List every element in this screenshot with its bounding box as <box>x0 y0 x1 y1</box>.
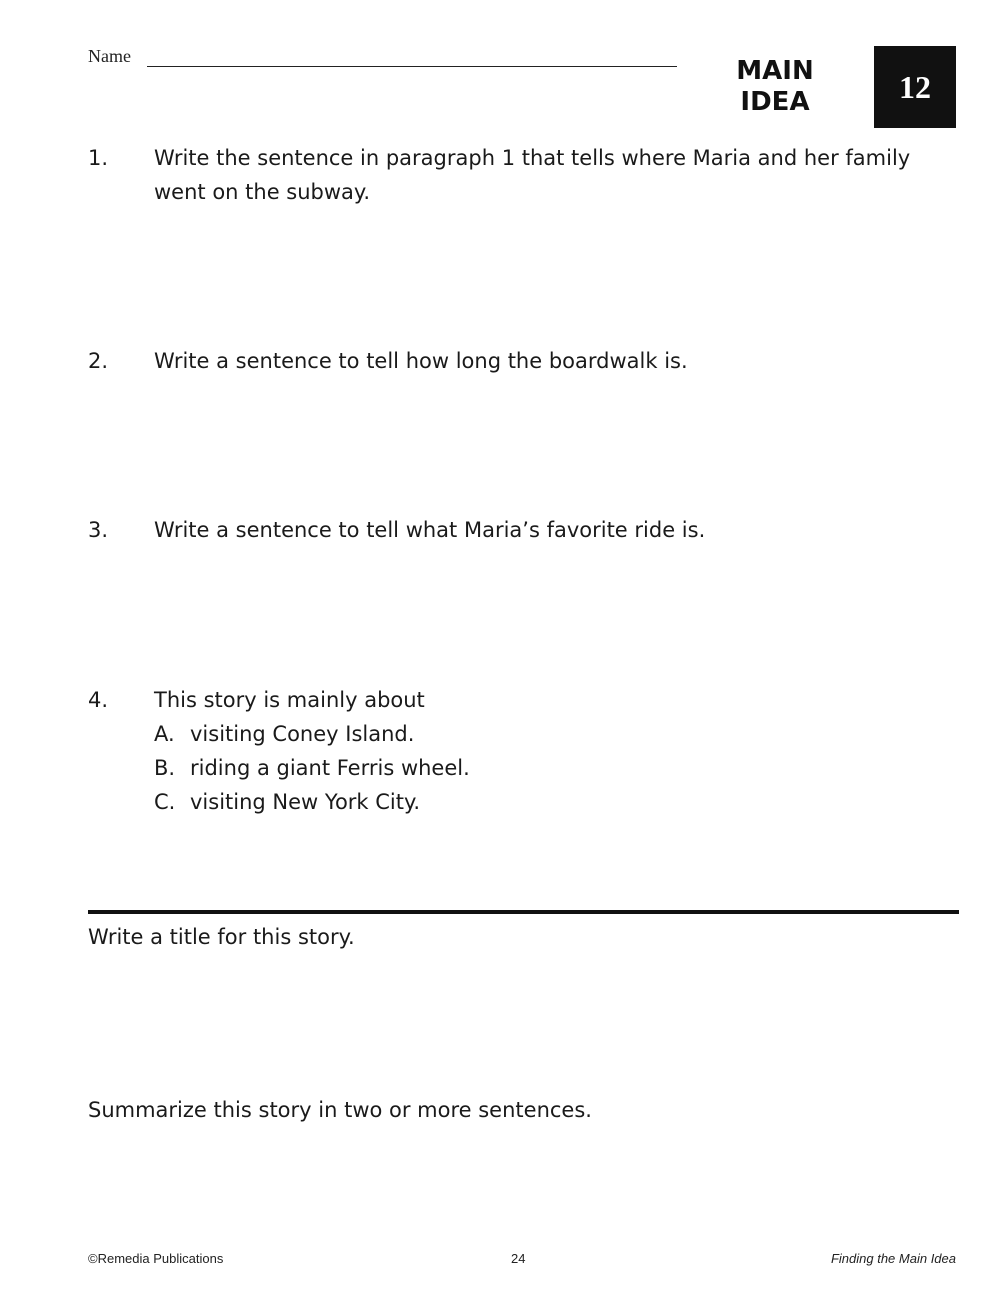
question-text: Write a sentence to tell what Maria’s favorite ride is. <box>154 518 706 542</box>
section-divider <box>88 910 959 914</box>
section-title-line-2: IDEA <box>740 87 810 117</box>
option-text: visiting Coney Island. <box>190 722 415 746</box>
footer-publisher: ©Remedia Publications <box>88 1251 224 1266</box>
option-letter: C. <box>154 790 176 814</box>
answer-option-c[interactable] <box>154 785 420 819</box>
summary-prompt: Summarize this story in two or more sentences. <box>88 1098 592 1122</box>
answer-option-b[interactable] <box>154 751 470 785</box>
section-title <box>700 56 850 118</box>
question-number: 2. <box>88 349 109 373</box>
name-field-line[interactable] <box>147 66 677 67</box>
footer-book-title: Finding the Main Idea <box>830 1251 956 1266</box>
footer-page-number: 24 <box>511 1251 526 1266</box>
question-text: Write a sentence to tell how long the boardwalk is. <box>154 349 688 373</box>
title-prompt: Write a title for this story. <box>88 925 355 949</box>
name-label: Name <box>88 46 131 66</box>
question-number: 1. <box>88 146 109 170</box>
option-text: visiting New York City. <box>190 790 421 814</box>
option-letter: A. <box>154 722 175 746</box>
question-number: 3. <box>88 518 109 542</box>
question-text: Write the sentence in paragraph 1 that tells where Maria and her family went on the subway. <box>154 146 911 204</box>
question-text: This story is mainly about <box>154 688 425 712</box>
section-title-line-1: MAIN <box>736 56 814 86</box>
question-number: 4. <box>88 688 109 712</box>
option-letter: B. <box>154 756 176 780</box>
option-text: riding a giant Ferris wheel. <box>190 756 470 780</box>
page-badge: 12 <box>874 46 956 128</box>
answer-option-a[interactable] <box>154 717 414 751</box>
